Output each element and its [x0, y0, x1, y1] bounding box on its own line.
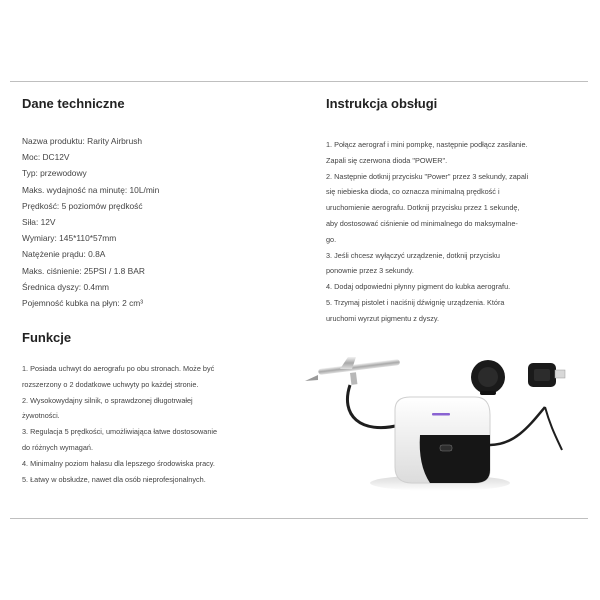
instruction-line: 5. Trzymaj pistolet i naciśnij dźwignię urządzenia. Która	[326, 297, 505, 307]
instruction-line: 3. Jeśli chcesz wyłączyć urządzenie, dotknij przycisku	[326, 250, 500, 260]
spec-line: Średnica dyszy: 0.4mm	[22, 281, 110, 292]
feature-line: do różnych wymagań.	[22, 442, 93, 452]
feature-line: 3. Regulacja 5 prędkości, umożliwiająca łatwe dostosowanie	[22, 427, 218, 437]
airbrush-kit-image	[300, 355, 570, 495]
instructions-body	[326, 137, 588, 327]
air-hose	[347, 385, 400, 428]
spec-line: Natężenie prądu: 0.8A	[22, 249, 106, 260]
features-body	[22, 361, 312, 487]
feature-line: 2. Wysokowydajny silnik, o sprawdzonej długotrwałej	[22, 395, 193, 405]
instruction-line: ponownie przez 3 sekundy.	[326, 266, 414, 276]
spec-line: Pojemność kubka na płyn: 2 cm³	[22, 298, 144, 309]
instruction-line: 2. Następnie dotknij przycisku "Power" przez 3 sekundy, zapali	[326, 171, 529, 181]
power-cable	[490, 407, 545, 445]
instruction-line: Zapali się czerwona dioda "POWER".	[326, 155, 448, 165]
spec-line: Maks. wydajność na minutę: 10L/min	[22, 184, 160, 195]
features-title: Funkcje	[22, 330, 72, 345]
instructions-title: Instrukcja obsługi	[326, 96, 438, 111]
specs-section	[22, 96, 302, 311]
spec-line: Siła: 12V	[22, 217, 56, 228]
instruction-line: uruchomi wyrzut pigmentu z dyszy.	[326, 313, 440, 323]
features-section	[22, 330, 312, 487]
power-adapter	[528, 363, 565, 387]
instruction-line: aby dostosować ciśnienie od minimalnego do maksymalne-	[326, 218, 518, 228]
spec-line: Wymiary: 145*110*57mm	[22, 233, 117, 244]
compressor	[370, 397, 510, 491]
instruction-line: 1. Połącz aerograf i mini pompkę, następnie podłącz zasilanie.	[326, 140, 528, 149]
spec-line: Maks. ciśnienie: 25PSI / 1.8 BAR	[22, 265, 145, 276]
spec-line: Typ: przewodowy	[22, 168, 87, 179]
spec-line: Moc: DC12V	[22, 152, 70, 163]
feature-line: 4. Minimalny poziom hałasu dla lepszego środowiska pracy.	[22, 458, 215, 468]
instruction-line: uruchomienie aerografu. Dotknij przycisku przez 1 sekundę,	[326, 203, 520, 213]
feature-line: żywotności.	[22, 411, 60, 421]
feature-line: rozszerzony o 2 dodatkowe uchwyty po każdej stronie.	[22, 379, 199, 389]
spec-line: Nazwa produktu: Rarity Airbrush	[22, 136, 143, 146]
spec-line: Prędkość: 5 poziomów prędkość	[22, 200, 143, 211]
instructions-section	[326, 96, 588, 327]
instruction-line: go.	[326, 234, 337, 244]
specs-title: Dane techniczne	[22, 96, 125, 111]
feature-line: 1. Posiada uchwyt do aerografu po obu stronach. Może być	[22, 364, 215, 373]
instruction-line: 4. Dodaj odpowiedni płynny pigment do kubka aerografu.	[326, 282, 511, 292]
airbrush-holder	[471, 360, 505, 395]
airbrush-pen	[305, 357, 400, 385]
feature-line: 5. Łatwy w obsłudze, nawet dla osób nieprofesjonalnych.	[22, 474, 206, 484]
instruction-line: się niebieska dioda, co oznacza minimalną prędkość i	[326, 187, 500, 197]
